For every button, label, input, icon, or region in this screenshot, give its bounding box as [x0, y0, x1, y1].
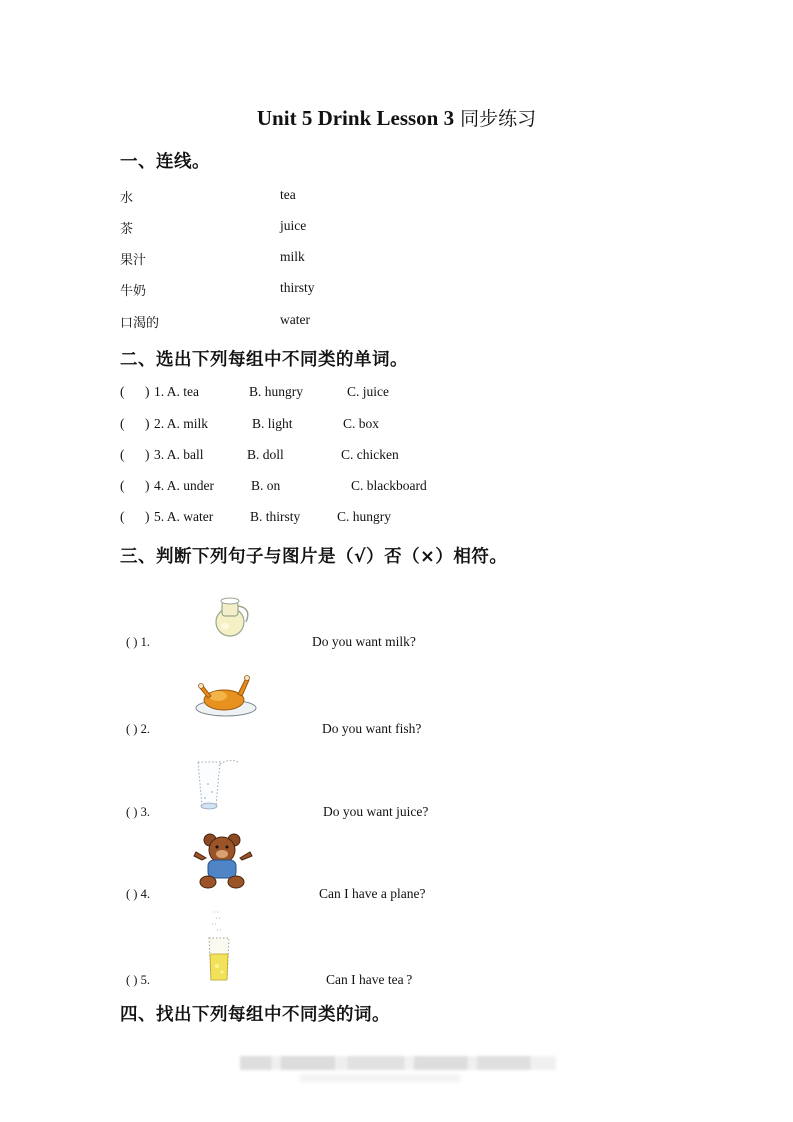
answer-paren-open[interactable]: (	[120, 416, 125, 431]
match-left-word: 牛奶	[120, 284, 147, 299]
match-right-word: milk	[280, 249, 305, 264]
milk-jug-picture	[208, 592, 256, 640]
section2-heading: 二、选出下列每组中不同类的单词。	[120, 350, 408, 370]
option-b: B. hungry	[249, 384, 303, 399]
match-left-word: 茶	[120, 222, 134, 237]
option-a: 3. A. ball	[154, 447, 204, 462]
title-chinese: 同步练习	[460, 108, 537, 130]
answer-paren-close: )	[145, 447, 150, 462]
answer-paren-close: )	[145, 384, 150, 399]
option-b: B. thirsty	[250, 509, 301, 524]
option-a: 1. A. tea	[154, 384, 199, 399]
water-glass-picture	[190, 754, 242, 812]
blurred-footer-watermark	[240, 1056, 556, 1070]
option-a: 2. A. milk	[154, 416, 209, 431]
option-b: B. light	[252, 416, 293, 431]
option-c: C. chicken	[341, 447, 399, 462]
match-right-word: thirsty	[280, 280, 315, 295]
option-c: C. hungry	[337, 509, 391, 524]
answer-paren-open[interactable]: (	[120, 384, 125, 399]
answer-paren-close: )	[145, 416, 150, 431]
judge-sentence: Do you want milk?	[312, 634, 416, 649]
judge-sentence: Do you want juice?	[323, 804, 429, 819]
answer-paren-close: )	[145, 509, 150, 524]
section1-heading: 一、连线。	[120, 152, 210, 172]
teddy-bear-picture	[192, 830, 254, 890]
blurred-footer-watermark-line	[300, 1074, 460, 1082]
judge-label[interactable]: ( ) 1.	[126, 635, 150, 649]
option-c: C. blackboard	[351, 478, 427, 493]
option-a: 4. A. under	[154, 478, 214, 493]
answer-paren-open[interactable]: (	[120, 447, 125, 462]
judge-label[interactable]: ( ) 5.	[126, 973, 150, 987]
judge-label[interactable]: ( ) 2.	[126, 722, 150, 736]
page-title	[0, 104, 793, 131]
option-c: C. juice	[347, 384, 389, 399]
judge-label[interactable]: ( ) 3.	[126, 805, 150, 819]
match-left-word: 水	[120, 191, 134, 206]
option-b: B. on	[251, 478, 281, 493]
match-left-word: 果汁	[120, 253, 147, 268]
section3-heading: 三、判断下列句子与图片是（√）否（×）相符。	[120, 547, 508, 567]
option-c: C. box	[343, 416, 380, 431]
match-right-word: juice	[280, 218, 307, 233]
match-right-word: water	[280, 312, 310, 327]
answer-paren-open[interactable]: (	[120, 478, 125, 493]
roast-chicken-picture	[194, 672, 258, 718]
option-b: B. doll	[247, 447, 284, 462]
option-a: 5. A. water	[154, 509, 214, 524]
match-left-word: 口渴的	[120, 316, 160, 331]
answer-paren-open[interactable]: (	[120, 509, 125, 524]
judge-sentence: Can I have a plane?	[319, 886, 426, 901]
judge-sentence: Do you want fish?	[322, 721, 422, 736]
answer-paren-close: )	[145, 478, 150, 493]
match-right-word: tea	[280, 187, 296, 202]
judge-label[interactable]: ( ) 4.	[126, 887, 150, 901]
juice-glass-picture	[206, 908, 236, 984]
title-english: Unit 5 Drink Lesson 3	[256, 106, 455, 130]
section4-heading: 四、找出下列每组中不同类的词。	[120, 1005, 390, 1025]
judge-sentence: Can I have tea ?	[326, 972, 413, 987]
